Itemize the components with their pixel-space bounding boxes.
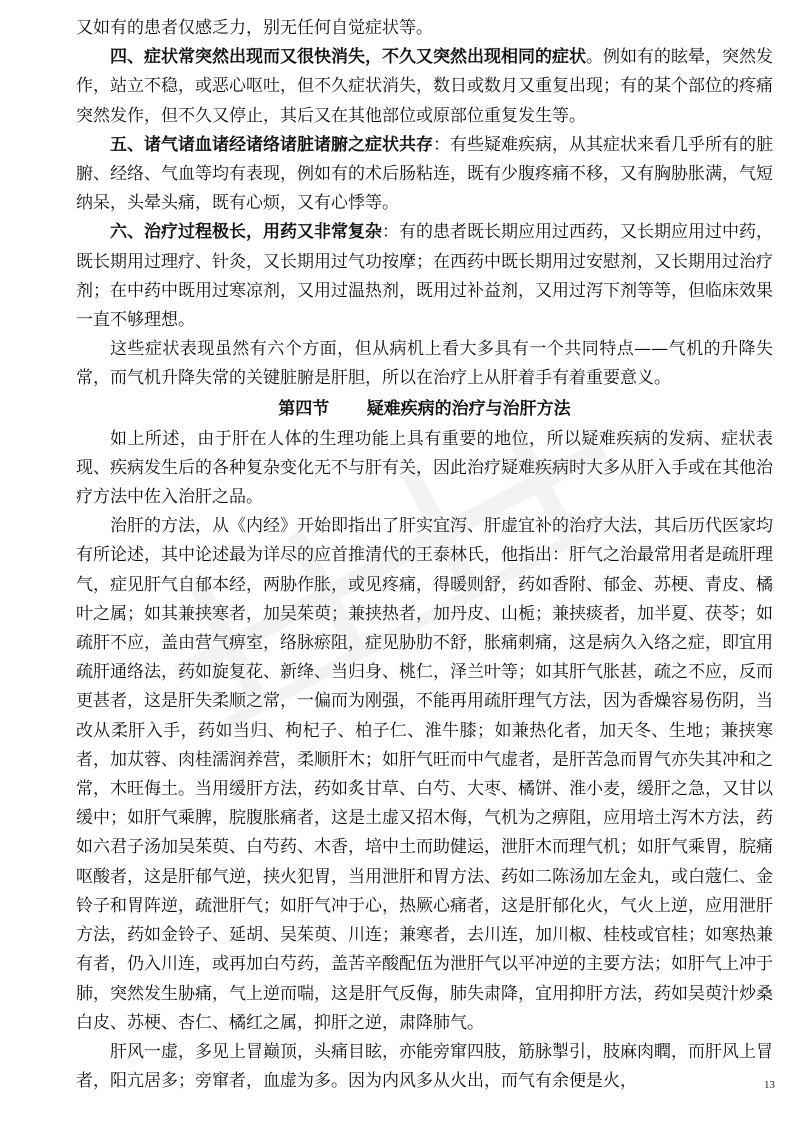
item-5-body: ：有些疑难疾病，从其症状来看几乎所有的脏腑、经络、气血等均有表现，例如有的术后肠粘连，既有少腹疼痛不移，又有胸胁胀满，气短纳呆，头晕头痛，既有心烦，又有心悸等。 (76, 134, 773, 214)
section-heading (76, 394, 773, 425)
paragraph-3: 肝风一虚，多见上冒巅顶，头痛目眩，亦能旁窜四肢，筋脉掣引，肢麻肉瞤，而肝风上冒者，阳亢居多；旁窜者，血虚为多。因为内风多从火出，而气有余便是火， (76, 1041, 773, 1092)
section-number: 第四节 (278, 398, 330, 419)
page-number: 13 (764, 1078, 775, 1091)
item-4-lead: 四、症状常突然出现而又很快消失，不久又突然出现相同的症状 (110, 47, 586, 68)
item-6-body: ：有的患者既长期应用过西药，又长期应用过中药，既长期用过理疗、针灸，又长期用过气功按摩；在西药中既长期用过安慰剂，又长期用过治疗剂；在中药中既用过寒凉剂，又用过温热剂，既用过补益剂，又用过泻下剂等等，但临床效果一直不够理想。 (76, 222, 773, 331)
summary-paragraph: 这些症状表现虽然有六个方面，但从病机上看大多具有一个共同特点——气机的升降失常，而气机升降失常的关键脏腑是肝胆，所以在治疗上从肝着手有着重要意义。 (76, 339, 773, 389)
continuation-text: 又如有的患者仅感乏力，别无任何自觉症状等。 (76, 18, 433, 38)
item-4-body: 。例如有的眩晕，突然发作，站立不稳，或恶心呕吐，但不久症状消失，数日或数月又重复出现；有的某个部位的疼痛突然发作，但不久又停止，其后又在其他部位或原部位重复发生等。 (76, 47, 773, 126)
item-5-lead: 五、诸气诸血诸经诸络诸脏诸腑之症状共存 (110, 134, 433, 155)
section-title: 疑难疾病的治疗与治肝方法 (366, 398, 571, 419)
item-6-lead: 六、治疗过程极长，用药又非常复杂 (110, 222, 382, 243)
item-4 (76, 43, 773, 131)
item-5 (76, 131, 773, 219)
paragraph-1: 如上所述，由于肝在人体的生理功能上具有重要的地位，所以疑难疾病的发病、症状表现、疾病发生后的各种复杂变化无不与肝有关，因此治疗疑难疾病时大多从肝入手或在其他治疗方法中佐入治肝之品。 (76, 428, 773, 508)
paragraph-2: 治肝的方法，从《内经》开始即指出了肝实宜泻、肝虚宜补的治疗大法，其后历代医家均有所论述，其中论述最为详尽的应首推清代的王泰林氏，他指出：肝气之治最常用者是疏肝理气，症见肝气自郁本经，两胁作胀，或见疼痛，得暖则舒，药如香附、郁金、苏梗、青皮、橘叶之属；如其兼挟寒者，加吴茱萸；兼挟热者，加丹皮、山栀；兼挟痰者，加半夏、茯苓；如疏肝不应，盖由营气痹室，络脉瘀阻，症见胁肋不舒，胀痛刺痛，这是病久入络之症，即宜用疏肝通络法，药如旋复花、新绛、当归身、桃仁，泽兰叶等；如其肝气胀甚，疏之不应，反而更甚者，这是肝失柔顺之常，一偏而为刚强，不能再用疏肝理气方法，因为香燥容易伤阴，当改从柔肝入手，药如当归、枸杞子、柏子仁、淮牛膝；如兼热化者，加天冬、生地；兼挟寒者，加苁蓉、肉桂濡润养营，柔顺肝木；如肝气旺而中气虚者，是肝苦急而胃气亦失其冲和之常，木旺侮土。当用缓肝方法，药如炙甘草、白芍、大枣、橘饼、淮小麦，缓肝之急，又甘以缓中；如肝气乘脾，脘腹胀痛者，这是土虚又招木侮，气机为之痹阻，应用培土泻木方法，药如六君子汤加吴茱萸、白芍药、木香，培中土而助健运，泄肝木而理气机；如肝气乘胃，脘痛呕酸者，这是肝郁气逆，挟火犯胃，当用泄肝和胃方法、药如二陈汤加左金丸，或白蔻仁、金铃子和胃阵逆，疏泄肝气；如肝气冲于心，热厥心痛者，这是肝郁化火，气火上逆，应用泄肝方法，药如金铃子、延胡、吴茱萸、川连；兼寒者，去川连，加川椒、桂枝或官桂；如寒热兼有者，仍入川连，或再加白芍药，盖苦辛酸配伍为泄肝气以平冲逆的主要方法；如肝气上冲于肺，突然发生胁痛，气上逆而喘，这是肝气反侮，肺失肃降，宜用抑肝方法，药如吴萸汁炒桑白皮、苏梗、杏仁、橘红之属，抑肝之逆，肃降肺气。 (76, 516, 773, 1033)
item-6 (76, 218, 773, 335)
